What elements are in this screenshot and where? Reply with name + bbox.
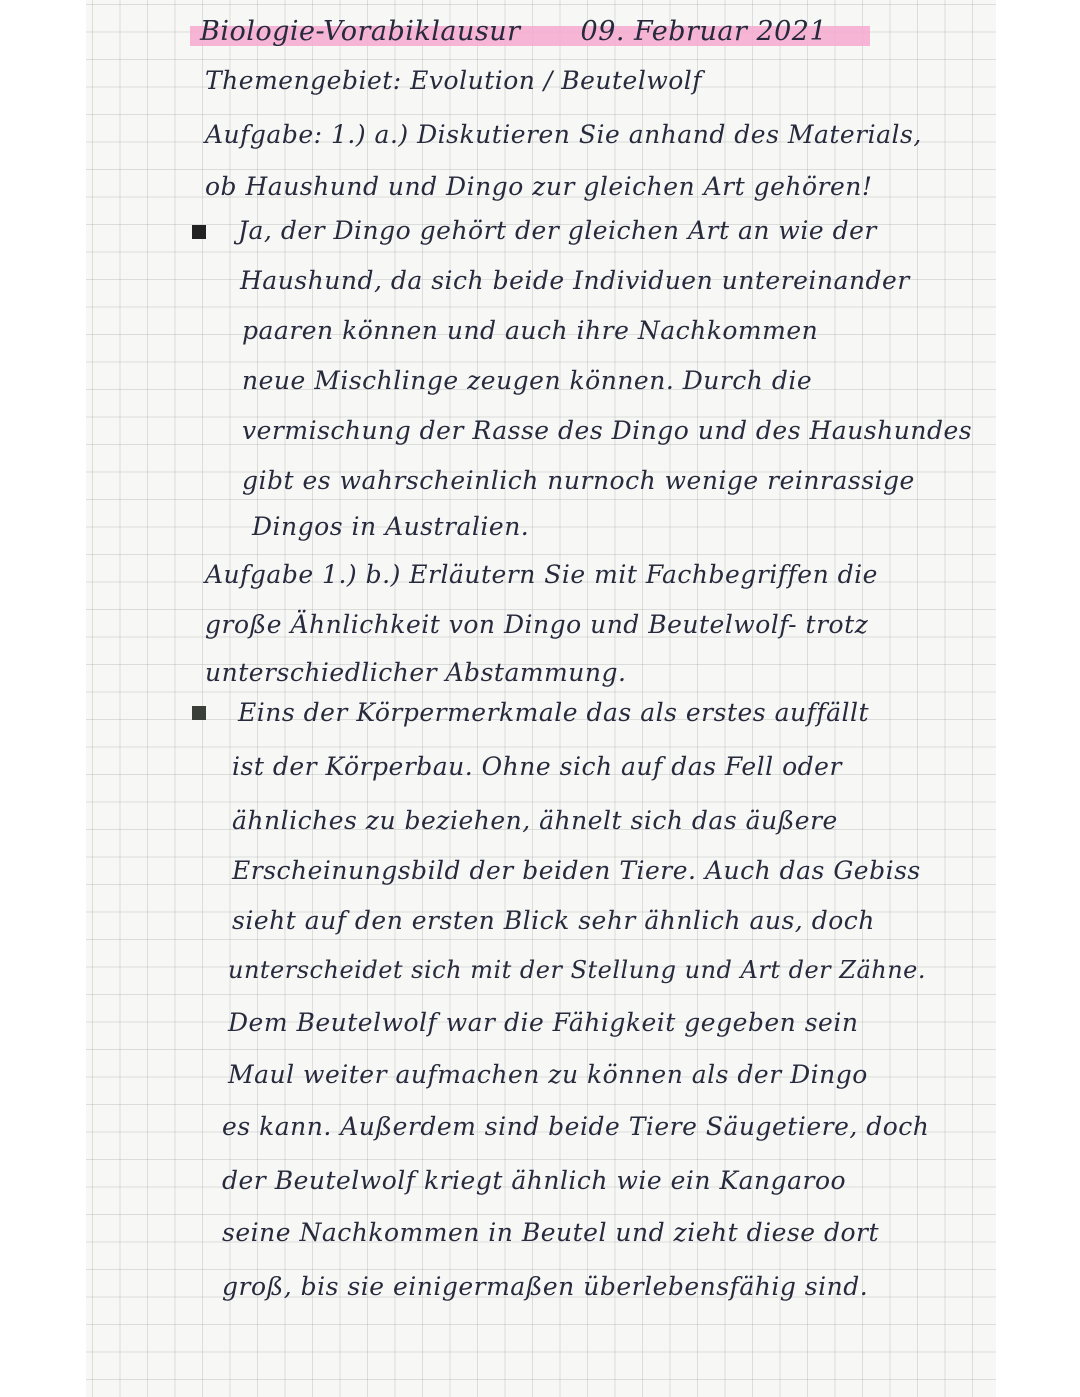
answer-b-line-6: unterscheidet sich mit der Stellung und Art der Zähne.	[228, 956, 926, 984]
answer-b-line-9: es kann. Außerdem sind beide Tiere Säugetiere, doch	[222, 1112, 930, 1141]
answer-b-line-3: ähnliches zu beziehen, ähnelt sich das äußere	[232, 806, 838, 835]
answer-b-line-12: groß, bis sie einigermaßen überlebensfähig sind.	[222, 1272, 869, 1301]
task-b-line-3: unterschiedlicher Abstammung.	[205, 658, 627, 687]
bullet-square-icon	[192, 225, 206, 239]
answer-b-line-7: Dem Beutelwolf war die Fähigkeit gegeben sein	[228, 1008, 859, 1037]
answer-b-line-11: seine Nachkommen in Beutel und zieht diese dort	[222, 1218, 880, 1247]
answer-a-line-3: paaren können und auch ihre Nachkommen	[242, 316, 819, 345]
answer-b-line-8: Maul weiter aufmachen zu können als der Dingo	[228, 1060, 868, 1089]
answer-a-line-4: neue Mischlinge zeugen können. Durch die	[242, 366, 813, 395]
task-a-line-1: Aufgabe: 1.) a.) Diskutieren Sie anhand des Materials,	[205, 120, 922, 149]
answer-b-line-1: Eins der Körpermerkmale das als erstes auffällt	[238, 698, 870, 727]
page-title: Biologie-Vorabiklausur	[200, 16, 521, 47]
answer-a-line-7: Dingos in Australien.	[252, 512, 530, 541]
answer-a-line-5: vermischung der Rasse des Dingo und des Haushundes	[242, 416, 973, 445]
topic-line: Themengebiet: Evolution / Beutelwolf	[205, 66, 703, 95]
page-title-line	[200, 16, 827, 47]
answer-b-line-4: Erscheinungsbild der beiden Tiere. Auch das Gebiss	[232, 856, 921, 885]
answer-a-line-6: gibt es wahrscheinlich nurnoch wenige reinrassige	[242, 466, 915, 495]
page-date: 09. Februar 2021	[580, 16, 828, 47]
task-b-line-1: Aufgabe 1.) b.) Erläutern Sie mit Fachbegriffen die	[205, 560, 878, 589]
answer-a-line-1: Ja, der Dingo gehört der gleichen Art an wie der	[238, 216, 877, 245]
task-b-line-2: große Ähnlichkeit von Dingo und Beutelwolf- trotz	[205, 610, 869, 639]
answer-a-line-2: Haushund, da sich beide Individuen untereinander	[240, 266, 910, 295]
answer-b-line-2: ist der Körperbau. Ohne sich auf das Fell oder	[232, 752, 842, 781]
answer-b-line-10: der Beutelwolf kriegt ähnlich wie ein Kangaroo	[222, 1166, 847, 1195]
bullet-square-icon	[192, 706, 206, 720]
task-a-line-2: ob Haushund und Dingo zur gleichen Art gehören!	[205, 172, 873, 201]
answer-b-line-5: sieht auf den ersten Blick sehr ähnlich aus, doch	[232, 906, 875, 935]
